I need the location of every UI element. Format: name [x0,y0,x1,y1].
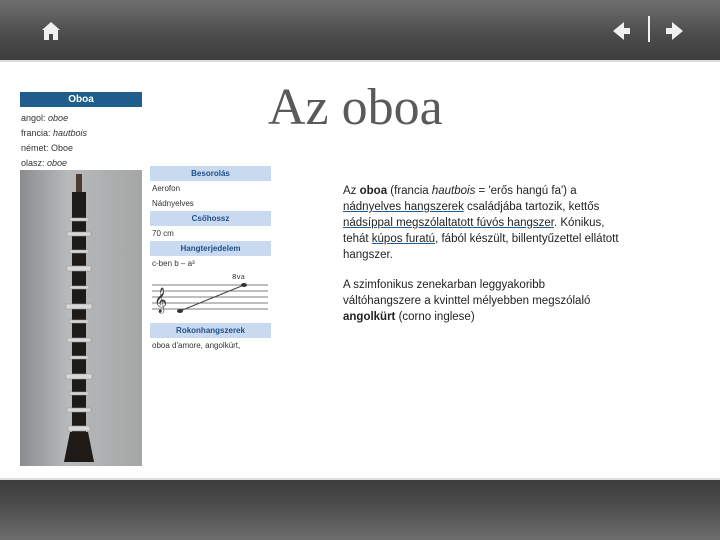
related-instruments-value: oboa d'amore, angolkürt, [152,341,241,350]
link-nadnyelves-hangszerek[interactable]: nádnyelves hangszerek [343,201,464,213]
oboe-names-infobox [20,92,142,174]
next-slide-button[interactable] [660,16,690,46]
svg-text:𝄞: 𝄞 [154,288,168,313]
name-row-italian: olasz: oboe [21,158,68,168]
classification-value: Aerofon [152,184,181,193]
infobox-header: Oboa [20,92,142,107]
name-row-french: francia: hautbois [21,128,88,138]
related-instruments-header: Rokonhangszerek [150,323,271,338]
home-button[interactable] [36,16,66,46]
oboe-photo [20,170,142,466]
name-row-english: angol: oboe [21,113,69,123]
bottom-bar [0,478,720,540]
link-nadsippal[interactable]: nádsíppal [343,217,393,229]
instrument-infobox [150,166,271,390]
paragraph-2: A szimfonikus zenekarban leggyakoribb váltóhangszere a kvinttel mélyebben megszólaló angolkürt (corno inglese) [343,279,591,323]
top-bar [0,0,720,62]
name-row-german: német: Oboe [21,143,74,153]
home-icon [40,20,62,42]
right-arrow-icon [664,20,686,42]
paragraph-1: Az oboa (francia hautbois = 'erős hangú fa') a nádnyelves hangszerek családjába tartozik, kettős nádsíppal megszólaltatott fúvós hangszer. Kónikus, tehát kúpos furatú, fából készült, billentyűzettel ellátott hangszer. [343,185,619,261]
range-header: Hangterjedelem [150,241,271,256]
link-fuvos-hangszer[interactable]: fúvós hangszer [473,217,554,229]
left-arrow-icon [610,20,632,42]
svg-text:8va: 8va [232,273,245,281]
classification-header: Besorolás [150,166,271,181]
link-kupos-furatu[interactable]: kúpos furatú [371,233,436,245]
tube-length-value: 70 cm [152,229,174,238]
previous-slide-button[interactable] [606,16,636,46]
slide-title: Az oboa [268,79,443,136]
classification-value-2: Nádnyelves [152,199,194,208]
range-notation-image [150,271,271,321]
tube-length-header: Csőhossz [150,211,271,226]
nav-separator [648,16,650,42]
range-value: c-ben b – a³ [152,259,195,268]
slide-body [343,183,623,339]
